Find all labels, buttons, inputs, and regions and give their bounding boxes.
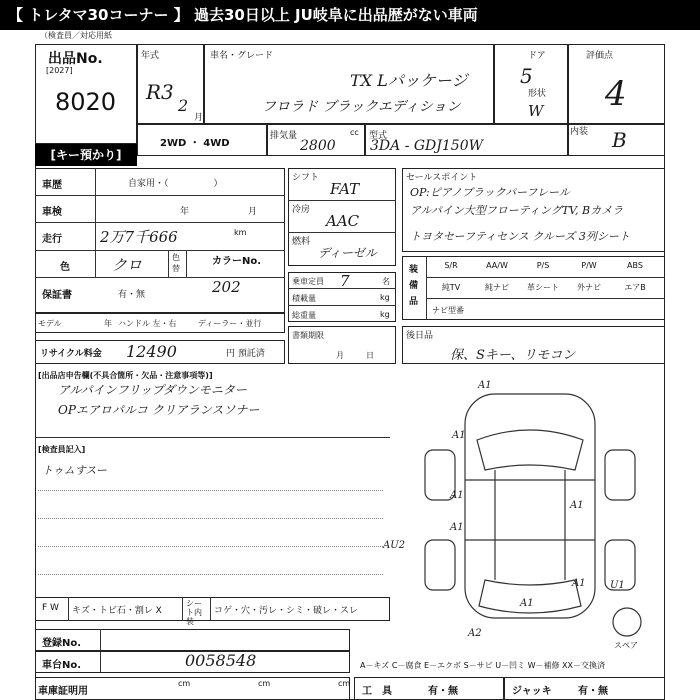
chassis-label: 車台No. xyxy=(42,660,82,671)
equipment-item: AA/W xyxy=(486,261,508,270)
warranty-label: 保証書 xyxy=(42,290,72,301)
load-label: 積載量 xyxy=(292,294,316,303)
name-line-2: フロラド ブラックエディション xyxy=(262,99,461,115)
equipment-item: P/W xyxy=(581,261,597,270)
damage-mark: U1 xyxy=(610,580,625,591)
weight-unit: kg xyxy=(380,310,390,319)
month-value: 2 xyxy=(178,96,189,115)
score-value: 4 xyxy=(605,74,627,114)
name-line-1: TX Lパッケージ xyxy=(350,71,468,90)
sales-point-label: セールスポイント xyxy=(406,173,478,183)
doors-label: ドア xyxy=(528,51,546,61)
weight-label: 総重量 xyxy=(292,311,316,320)
notes-title: [出品店申告欄(不具合箇所・欠品・注意事項等)] xyxy=(38,371,213,380)
cert-label: 車庫証明用 xyxy=(38,686,88,697)
load-unit: kg xyxy=(380,293,390,302)
equipment-item: エアB xyxy=(624,283,646,292)
sales-line-1: OP:ピアノブラックパーフレール xyxy=(410,186,570,199)
jack-label: ジャッキ xyxy=(512,686,552,697)
notes-line-2: OPエアロパルコ クリアランスソナー xyxy=(58,403,260,417)
inspection-month-unit: 月 xyxy=(248,207,258,217)
capacity-label: 乗車定員 xyxy=(292,277,324,286)
tools-value: 有・無 xyxy=(428,686,458,697)
color-no-value: 202 xyxy=(212,278,241,296)
notes-line-1: アルパインフリップダウンモニター xyxy=(58,383,247,397)
inspection-year-unit: 年 xyxy=(180,207,190,217)
color-swap-label: 色替 xyxy=(172,253,180,273)
color-value: クロ xyxy=(112,256,143,274)
cert-cm-3: cm xyxy=(338,679,351,688)
lot-tag: [2027] xyxy=(46,66,73,75)
shift-label: シフト xyxy=(292,173,320,183)
mileage-label: 走行 xyxy=(42,234,62,245)
history-label: 車歴 xyxy=(42,180,62,191)
shift-value: FAT xyxy=(330,180,360,198)
reg-row xyxy=(35,629,350,651)
equipment-item: 純ナビ xyxy=(485,283,509,292)
score-label: 評価点 xyxy=(586,51,614,61)
sales-line-3: トヨタセーフティセンス クルーズ 3列シート xyxy=(410,230,630,243)
capacity-value: 7 xyxy=(340,272,350,290)
recycle-label: リサイクル料金 xyxy=(40,349,102,359)
mileage-value: 2万7千666 xyxy=(100,228,178,246)
parts-label: 後日品 xyxy=(406,331,434,341)
capacity-unit: 名 xyxy=(382,277,390,286)
chassis-value: 0058548 xyxy=(185,651,257,670)
recycle-value: 12490 xyxy=(126,342,177,361)
fuel-value: ディーゼル xyxy=(318,246,377,260)
damage-mark: A1 xyxy=(520,598,534,609)
color-label: 色 xyxy=(60,262,70,273)
equipment-item: S/R xyxy=(444,261,458,270)
warranty-value: 有・無 xyxy=(118,290,146,300)
cooling-value: AAC xyxy=(326,212,360,230)
top-banner: 【 トレタマ30コーナー 】 過去30日以上 JU岐阜に出品歴がない車両 xyxy=(0,0,700,30)
damage-mark: A1 xyxy=(452,430,466,441)
fw-scratch-label: キズ・トビ石・割レ X xyxy=(72,606,162,616)
inspection-label: 車検 xyxy=(42,207,62,218)
doc-deadline-label: 書類期限 xyxy=(292,331,324,340)
damage-legend: A－キズ C－腐食 E－エクボ S－サビ U－凹ミ W－補修 XX－交換済 xyxy=(360,661,606,670)
damage-mark: A1 xyxy=(450,522,464,533)
month-unit: 月 xyxy=(194,113,204,123)
cert-cm-2: cm xyxy=(258,679,271,688)
shape-label: 形状 xyxy=(528,89,547,99)
parts-value: 保、Sキー、リモコン xyxy=(450,348,576,363)
navi-model-label: ナビ型番 xyxy=(432,306,464,315)
spare-label: スペア xyxy=(614,641,638,650)
jack-value: 有・無 xyxy=(578,686,608,697)
cooling-label: 冷房 xyxy=(292,205,311,215)
sales-line-2: アルパイン大型フローティングTV, Bカメラ xyxy=(410,204,624,217)
key-deposit-label: [キー預かり] xyxy=(35,144,137,166)
interior-label: 内装 xyxy=(570,127,589,137)
sheet-sub-label: （検査員／対応用紙 xyxy=(40,31,112,40)
seat-detail-label: コゲ・穴・汚レ・シミ・破レ・スレ xyxy=(214,606,359,616)
model-row-d: ディーラー・並行 xyxy=(198,319,262,328)
model-code-label: 型式 xyxy=(369,131,388,141)
cert-cm-1: cm xyxy=(178,679,191,688)
cc-value: 2800 xyxy=(300,138,336,154)
damage-mark: A1 xyxy=(570,500,584,511)
doors-value: 5 xyxy=(520,64,533,88)
model-row-a: モデル xyxy=(38,319,62,328)
equipment-item: 革シート xyxy=(527,283,559,292)
lot-number: 8020 xyxy=(55,88,117,116)
reg-label: 登録No. xyxy=(42,638,82,649)
color-no-label: カラーNo. xyxy=(212,256,262,267)
history-value: 自家用・（ ） xyxy=(128,179,223,189)
mileage-unit: km xyxy=(234,228,247,237)
inspector-title: [検査員記入] xyxy=(38,445,86,454)
damage-mark: A2 xyxy=(468,628,482,639)
equipment-item: P/S xyxy=(536,261,550,270)
inspector-note: トゥムすスー xyxy=(42,464,107,477)
year-label: 年式 xyxy=(141,51,160,61)
interior-value: B xyxy=(612,128,627,152)
equipment-item: 外ナビ xyxy=(577,283,601,292)
model-code-value: 3DA - GDJ150W xyxy=(370,138,484,154)
tools-label: 工 具 xyxy=(362,686,392,697)
cc-label: 排気量 xyxy=(270,131,298,141)
model-row-b: 年 xyxy=(104,319,112,328)
equipment-label: 装備品 xyxy=(409,265,419,307)
recycle-unit: 円 預託済 xyxy=(226,349,265,359)
name-grade-label: 車名・グレード xyxy=(210,51,274,61)
damage-mark: A1 xyxy=(478,380,492,391)
doc-deadline-unit: 月日 xyxy=(336,351,396,360)
damage-mark: A1 xyxy=(450,490,464,501)
drive-label: 2WD ・ 4WD xyxy=(160,138,230,149)
year-value: R3 xyxy=(146,80,174,104)
fuel-label: 燃料 xyxy=(292,237,311,247)
lot-label: 出品No. xyxy=(48,51,103,67)
model-row-c: ハンドル 左・右 xyxy=(118,319,177,328)
cc-unit: cc xyxy=(350,128,359,137)
equipment-item: 純TV xyxy=(441,283,461,292)
damage-mark: AU2 xyxy=(383,540,406,551)
damage-mark: A1 xyxy=(572,578,586,589)
shape-value: W xyxy=(528,102,544,120)
equipment-item: ABS xyxy=(627,261,643,270)
fw-label: F W xyxy=(42,603,59,613)
seat-label: シート内装 xyxy=(186,599,202,626)
